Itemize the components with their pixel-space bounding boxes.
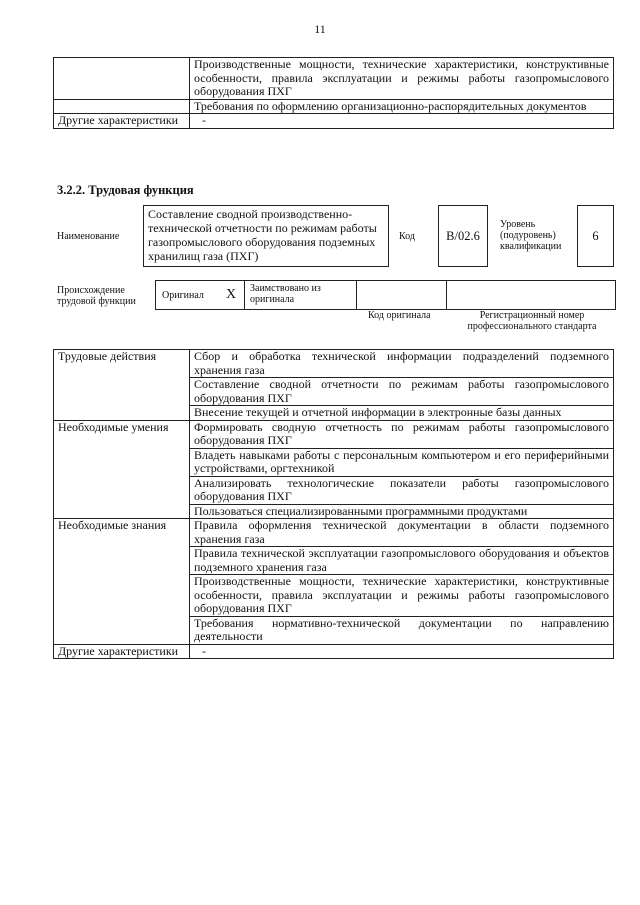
function-table bbox=[53, 349, 614, 659]
borrowed-label: Заимствовано из оригинала bbox=[250, 283, 321, 305]
table-row bbox=[54, 644, 614, 659]
table-row bbox=[54, 99, 614, 114]
page-number: 11 bbox=[314, 22, 326, 36]
row-label bbox=[54, 99, 190, 114]
origin-box bbox=[155, 280, 616, 310]
table-cell: Формировать сводную отчетность по режимам работы газопромыслового оборудования ПХГ bbox=[190, 420, 614, 448]
group-label: Необходимые умения bbox=[54, 420, 190, 519]
table-row bbox=[54, 58, 614, 100]
row-label bbox=[54, 58, 190, 100]
table-cell: Правила оформления технической документации в области подземного хранения газа bbox=[190, 519, 614, 547]
code-original-caption: Код оригинала bbox=[368, 310, 431, 321]
table-cell: Пользоваться специализированными программными продуктами bbox=[190, 504, 614, 519]
group-label: Трудовые действия bbox=[54, 350, 190, 421]
table-row bbox=[54, 420, 614, 448]
divider bbox=[446, 281, 447, 309]
table-row bbox=[54, 519, 614, 547]
row-text: - bbox=[190, 114, 614, 129]
name-label: Наименование bbox=[57, 231, 120, 242]
table-cell: Правила технической эксплуатации газопромыслового оборудования и объектов подземного хранения газа bbox=[190, 547, 614, 575]
top-table bbox=[53, 57, 614, 129]
table-cell: Анализировать технологические показатели работы газопромыслового оборудования ПХГ bbox=[190, 476, 614, 504]
group-label: Необходимые знания bbox=[54, 519, 190, 645]
divider bbox=[356, 281, 357, 309]
divider bbox=[244, 281, 245, 309]
qualification-level: 6 bbox=[577, 205, 614, 267]
table-cell: Составление сводной отчетности по режимам работы газопромыслового оборудования ПХГ bbox=[190, 378, 614, 406]
level-label: Уровень (подуровень) квалификации bbox=[500, 219, 562, 252]
original-mark: X bbox=[226, 287, 237, 302]
table-cell: Требования нормативно-технической документации по направлению деятельности bbox=[190, 616, 614, 644]
section-title: 3.2.2. Трудовая функция bbox=[57, 183, 194, 197]
code-label: Код bbox=[399, 231, 415, 242]
table-cell: - bbox=[190, 644, 614, 659]
function-name: Составление сводной производственно-технической отчетности по режимам работы газопромыслового оборудования подземных хранилищ газа (ПХГ) bbox=[143, 205, 389, 267]
table-cell: Сбор и обработка технической информации подразделений подземного хранения газа bbox=[190, 350, 614, 378]
table-cell: Производственные мощности, технические характеристики, конструктивные особенности, правила эксплуатации и режимы работы газопромыслового оборудования ПХГ bbox=[190, 575, 614, 617]
row-text: Производственные мощности, технические характеристики, конструктивные особенности, правила эксплуатации и режимы работы газопромыслового оборудования ПХГ bbox=[190, 58, 614, 100]
table-row bbox=[54, 114, 614, 129]
row-text: Требования по оформлению организационно-распорядительных документов bbox=[190, 99, 614, 114]
table-row bbox=[54, 350, 614, 378]
function-code: B/02.6 bbox=[438, 205, 488, 267]
table-cell: Владеть навыками работы с персональным компьютером и его периферийными устройствами, оргтехникой bbox=[190, 448, 614, 476]
group-label: Другие характеристики bbox=[54, 644, 190, 659]
table-cell: Внесение текущей и отчетной информации в электронные базы данных bbox=[190, 406, 614, 421]
reg-number-caption: Регистрационный номер профессионального стандарта bbox=[467, 310, 597, 332]
origin-label: Происхождение трудовой функции bbox=[57, 285, 136, 307]
original-label: Оригинал bbox=[162, 290, 204, 301]
row-label: Другие характеристики bbox=[54, 114, 190, 129]
